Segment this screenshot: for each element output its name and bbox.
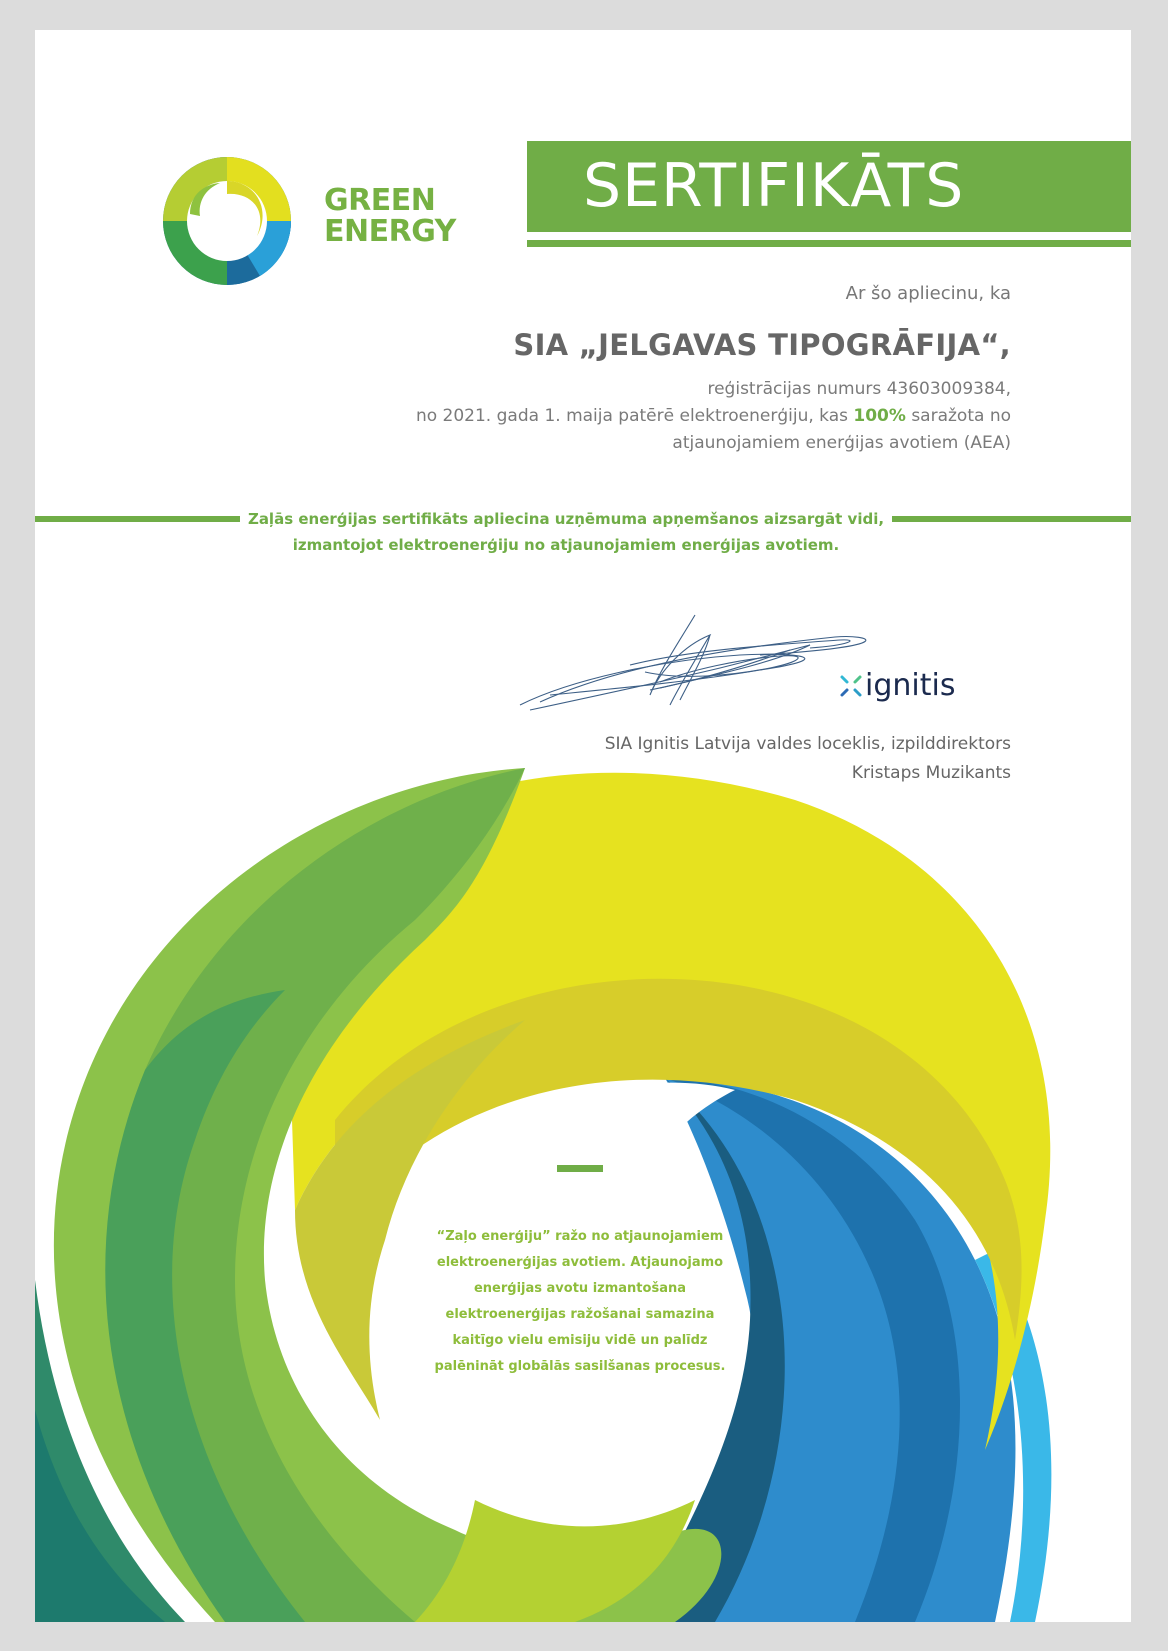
page-title: SERTIFIKĀTS bbox=[583, 151, 965, 221]
certificate-details bbox=[311, 376, 1011, 457]
commitment-line-1: Zaļās enerģijas sertifikāts apliecina uzņēmuma apņemšanos aizsargāt vidi, bbox=[247, 510, 885, 528]
info-line-1: “Zaļo enerģiju” ražo no atjaunojamiem bbox=[436, 1229, 724, 1244]
divider-right bbox=[892, 516, 1131, 522]
center-dash bbox=[557, 1165, 603, 1172]
info-text bbox=[423, 1224, 737, 1380]
consumption-statement bbox=[311, 403, 1011, 430]
certificate-page bbox=[35, 30, 1131, 1622]
info-line-6: palēnināt globālās sasilšanas procesus. bbox=[434, 1359, 726, 1374]
ignitis-wordmark: ignitis bbox=[865, 668, 956, 703]
registration-number: reģistrācijas numurs 43603009384, bbox=[707, 379, 1011, 399]
percent-highlight: 100% bbox=[853, 406, 906, 426]
divider-left bbox=[35, 516, 240, 522]
company-name: SIA „JELGAVAS TIPOGRĀFIJA“, bbox=[513, 328, 1011, 362]
info-line-4: elektroenerģijas ražošanai samazina bbox=[445, 1307, 715, 1322]
consumption-suffix: saražota no bbox=[905, 406, 1011, 426]
handwritten-signature bbox=[510, 610, 890, 730]
brand-wordmark bbox=[324, 185, 456, 247]
signer-name: Kristaps Muzikants bbox=[851, 763, 1011, 783]
commitment-line-2: izmantojot elektroenerģiju no atjaunojamiem enerģijas avotiem. bbox=[292, 536, 840, 554]
brand-line-2: ENERGY bbox=[324, 214, 456, 249]
source-statement: atjaunojamiem enerģijas avotiem (AEA) bbox=[672, 433, 1011, 453]
signer-position: SIA Ignitis Latvija valdes loceklis, izpilddirektors bbox=[604, 734, 1011, 754]
info-line-5: kaitīgo vielu emisiju vidē un palīdz bbox=[452, 1333, 708, 1348]
green-energy-logo-icon bbox=[160, 154, 295, 289]
decorative-swirl-graphic bbox=[35, 760, 1131, 1622]
title-underline bbox=[527, 240, 1131, 247]
brand-line-1: GREEN bbox=[324, 183, 436, 218]
info-line-2: elektroenerģijas avotiem. Atjaunojamo bbox=[436, 1255, 724, 1270]
ignitis-logo-icon bbox=[838, 663, 973, 703]
consumption-prefix: no 2021. gada 1. maija patērē elektroenerģiju, kas bbox=[415, 406, 854, 426]
commitment-text bbox=[240, 506, 892, 558]
info-line-3: enerģijas avotu izmantošana bbox=[473, 1281, 686, 1296]
certify-intro: Ar šo apliecinu, ka bbox=[845, 283, 1011, 304]
